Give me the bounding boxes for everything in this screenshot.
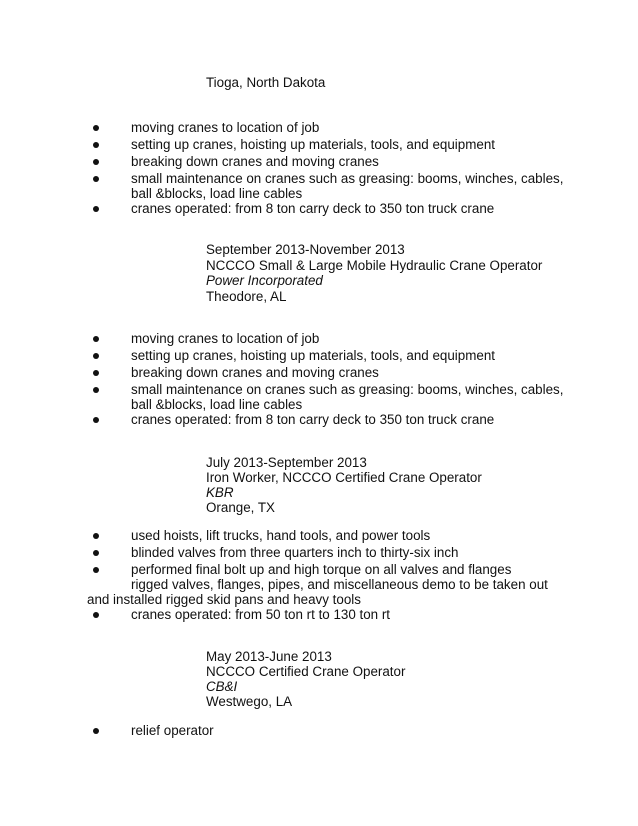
job-dates: July 2013-September 2013 [206, 455, 367, 470]
list-item: setting up cranes, hoisting up materials, tools, and equipment [131, 137, 495, 152]
list-item-continuation: ball &blocks, load line cables [131, 397, 303, 412]
list-item: small maintenance on cranes such as greasing: booms, winches, cables, [131, 382, 564, 397]
bullet-dot [93, 336, 99, 342]
job-dates: May 2013-June 2013 [206, 649, 332, 664]
list-item: performed final bolt up and high torque on all valves and flanges [131, 562, 512, 577]
bullet-dot [93, 370, 99, 376]
list-item: moving cranes to location of job [131, 331, 320, 346]
list-item: setting up cranes, hoisting up materials, tools, and equipment [131, 348, 495, 363]
list-item: small maintenance on cranes such as greasing: booms, winches, cables, [131, 171, 564, 186]
list-item-continuation: rigged valves, flanges, pipes, and miscellaneous demo to be taken out [131, 577, 548, 592]
list-item: cranes operated: from 50 ton rt to 130 ton rt [131, 607, 391, 622]
job-title: NCCCO Certified Crane Operator [206, 664, 406, 679]
bullet-dot [93, 142, 99, 148]
job-company: CB&I [206, 679, 238, 694]
bullet-dot [93, 159, 99, 165]
bullet-dot [93, 533, 99, 539]
list-item: relief operator [131, 723, 214, 738]
bullet-dot [93, 612, 99, 618]
list-item-continuation: ball &blocks, load line cables [131, 186, 303, 201]
job-title: Iron Worker, NCCCO Certified Crane Operator [206, 470, 482, 485]
bullet-dot [93, 125, 99, 131]
job-location: Orange, TX [206, 500, 275, 515]
bullet-dot [93, 417, 99, 423]
job-company: Power Incorporated [206, 273, 323, 288]
job1-location: Tioga, North Dakota [206, 75, 326, 90]
list-item: breaking down cranes and moving cranes [131, 154, 379, 169]
job-location: Westwego, LA [206, 694, 293, 709]
list-item: cranes operated: from 8 ton carry deck to 350 ton truck crane [131, 201, 495, 216]
bullet-dot [93, 728, 99, 734]
bullet-dot [93, 387, 99, 393]
bullet-dot [93, 206, 99, 212]
job-title: NCCCO Small & Large Mobile Hydraulic Crane Operator [206, 258, 543, 273]
list-item: used hoists, lift trucks, hand tools, and power tools [131, 528, 431, 543]
job-company: KBR [206, 485, 234, 500]
bullet-dot [93, 176, 99, 182]
job-dates: September 2013-November 2013 [206, 242, 405, 257]
job-location: Theodore, AL [206, 289, 287, 304]
list-item: moving cranes to location of job [131, 120, 320, 135]
bullet-dot [93, 353, 99, 359]
bullet-dot [93, 550, 99, 556]
bullet-dot [93, 567, 99, 573]
list-item: breaking down cranes and moving cranes [131, 365, 379, 380]
list-item: blinded valves from three quarters inch to thirty-six inch [131, 545, 459, 560]
list-item: cranes operated: from 8 ton carry deck to 350 ton truck crane [131, 412, 495, 427]
list-item-continuation: and installed rigged skid pans and heavy tools [87, 592, 361, 607]
